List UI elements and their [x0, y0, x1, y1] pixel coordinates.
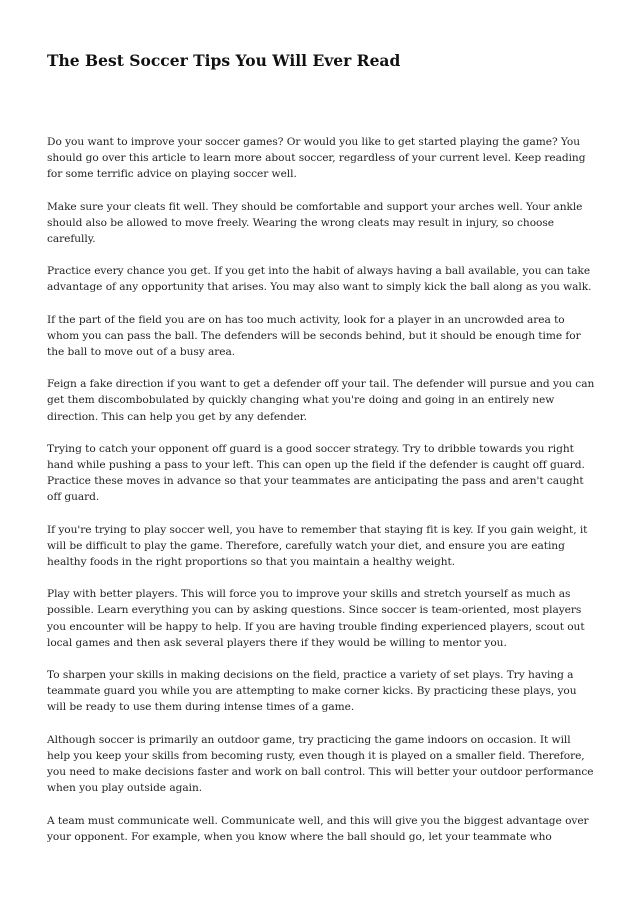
paragraph-7: If you're trying to play soccer well, you have to remember that staying fit is key. If you gain weight, it will be difficult to play the game. Therefore, carefully watch your diet, and ensure you are eating healthy foods in the right proportions so that you maintain a healthy weight.	[47, 523, 588, 569]
paragraph-4: If the part of the field you are on has too much activity, look for a player in an uncrowded area to whom you can pass the ball. The defenders will be seconds behind, but it should be enough time for the ball to move out of a busy area.	[47, 313, 581, 359]
paragraph-5: Feign a fake direction if you want to get a defender off your tail. The defender will pursue and you can get them discombobulated by quickly changing what you're doing and going in an entirely new direction. This can help you get by any defender.	[47, 378, 595, 423]
paragraph-11: A team must communicate well. Communicate well, and this will give you the biggest advantage over your opponent. For example, when you know where the ball should go, let your teammate who	[47, 814, 589, 843]
paragraph-1: Do you want to improve your soccer games? Or would you like to get started playing the game? You should go over this article to learn more about soccer, regardless of your current level. Keep reading for some terrific advice on playing soccer well.	[47, 136, 586, 181]
paragraph-2: Make sure your cleats fit well. They should be comfortable and support your arches well. Your ankle should also be allowed to move freely. Wearing the wrong cleats may result in injury, so choose carefully.	[47, 200, 583, 246]
paragraph-3: Practice every chance you get. If you get into the habit of always having a ball available, you can take advantage of any opportunity that arises. You may also want to simply kick the ball along as you walk.	[47, 265, 592, 294]
paragraph-9: To sharpen your skills in making decisions on the field, practice a variety of set plays. Try having a teammate guard you while you are attempting to make corner kicks. By practicing these plays, you will be ready to use them during intense times of a game.	[47, 669, 577, 714]
paragraph-10: Although soccer is primarily an outdoor game, try practicing the game indoors on occasion. It will help you keep your skills from becoming rusty, even though it is played on a smaller field. Therefore, you need to make decisions faster and work on ball control. This will better your outdoor performance when you play outside again.	[47, 733, 594, 795]
paragraph-8: Play with better players. This will force you to improve your skills and stretch yourself as much as possible. Learn everything you can by asking questions. Since soccer is team-oriented, most players you encounter will be happy to help. If you are having trouble finding experienced players, scout out local games and then ask several players there if they would be willing to mentor you.	[47, 588, 585, 649]
paragraph-6: Trying to catch your opponent off guard is a good soccer strategy. Try to dribble towards you right hand while pushing a pass to your left. This can open up the field if the defender is caught off guard. Practice these moves in advance so that your teammates are anticipating the pass and aren't caught off guard.	[47, 442, 585, 504]
document-title: The Best Soccer Tips You Will Ever Read	[47, 51, 401, 70]
document-body	[47, 134, 595, 861]
